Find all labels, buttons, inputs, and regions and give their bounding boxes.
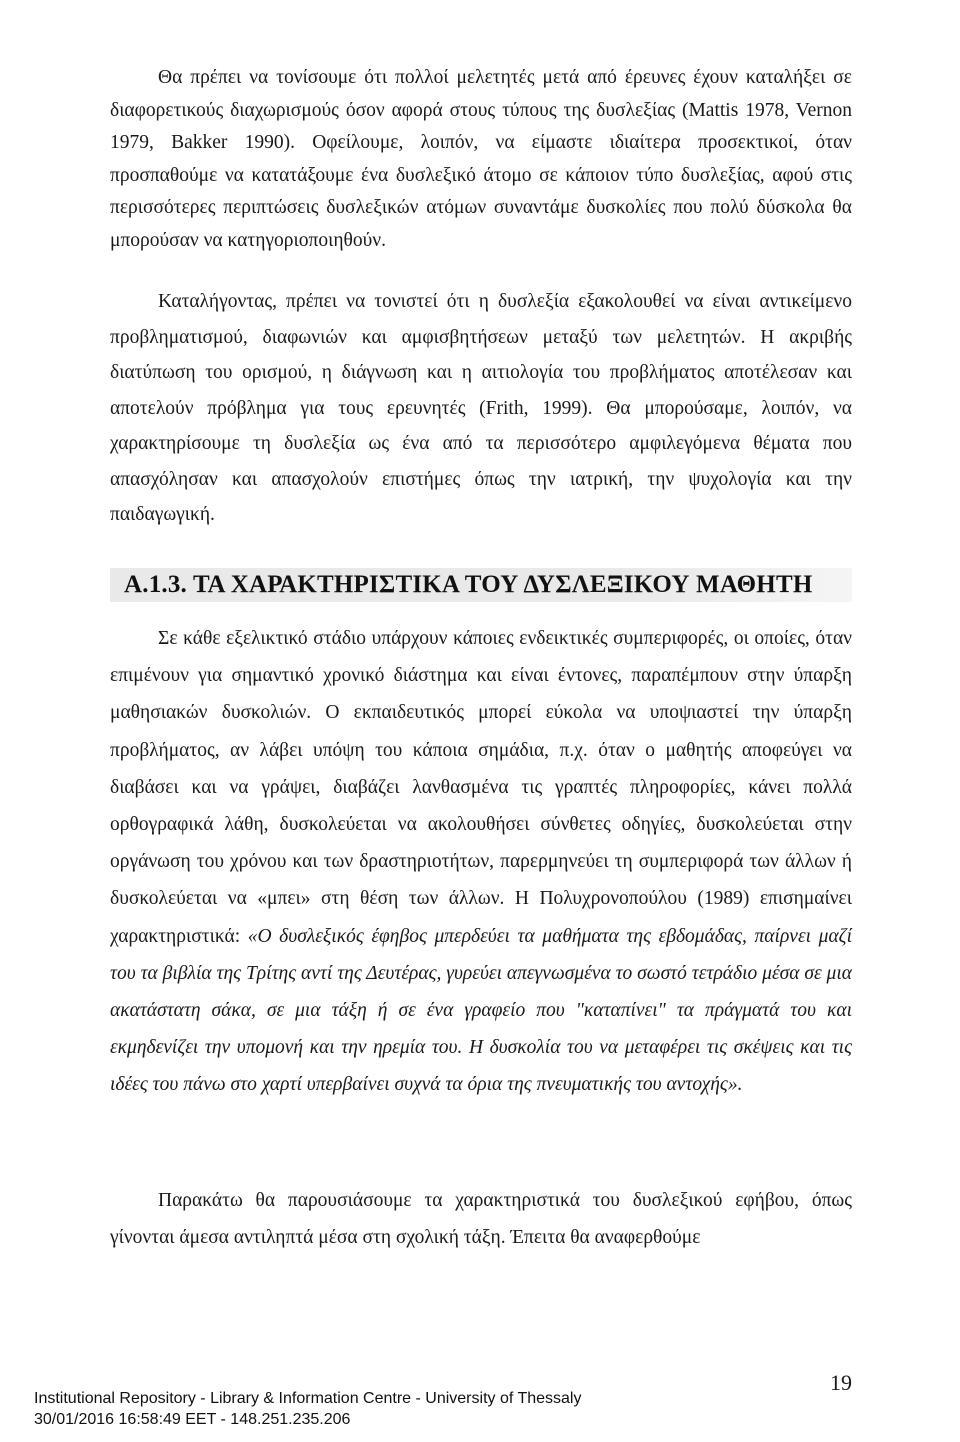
paragraph-dyslexia-types (110, 62, 852, 257)
section-heading: Α.1.3. ΤΑ ΧΑΡΑΚΤΗΡΙΣΤΙΚΑ ΤΟΥ ΔΥΣΛΕΞΙΚΟΥ ΜΑΘΗΤΗ (110, 568, 852, 602)
paragraph-text-normal: Σε κάθε εξελικτικό στάδιο υπάρχουν κάποιες ενδεικτικές συμπεριφορές, οι οποίες, όταν επιμένουν για σημαντικό χρονικό διάστημα και είναι έντονες, παραπέμπουν στην ύπαρξη μαθησιακών δυσκολιών. Ο εκπαιδευτικός μπορεί εύκολα να υποψιαστεί την ύπαρξη προβλήματος, αν λάβει υπόψη του κάποια σημάδια, π.χ. όταν ο μαθητής αποφεύγει να διαβάσει και να γράψει, διαβάζει λανθασμένα τις γραπτές πληροφορίες, κάνει πολλά ορθογραφικά λάθη, δυσκολεύεται να ακολουθήσει σύνθετες οδηγίες, δυσκολεύεται στην οργάνωση του χρόνου και των δραστηριοτήτων, παρερμηνεύει τη συμπεριφορά των άλλων ή δυσκολεύεται να «μπει» στη θέση των άλλων. Η Πολυχρονοπούλου (1989) επισημαίνει χαρακτηριστικά: (110, 628, 852, 947)
paragraph-text (110, 620, 852, 1104)
footer-repository-line: Institutional Repository - Library & Information Centre - University of Thessaly (34, 1390, 582, 1407)
paragraph-text: Καταλήγοντας, πρέπει να τονιστεί ότι η δυσλεξία εξακολουθεί να είναι αντικείμενο προβληματισμού, διαφωνιών και αμφισβητήσεων μεταξύ των μελετητών. Η ακριβής διατύπωση του ορισμού, η διάγνωση και η αιτιολογία του προβλήματος αποτέλεσαν και αποτελούν πρόβλημα για τους ερευνητές (Frith, 1999). Θα μπορούσαμε, λοιπόν, να χαρακτηρίσουμε τη δυσλεξία ως ένα από τα περισσότερο αμφιλεγόμενα θέματα που απασχόλησαν και απασχολούν επιστήμες όπως την ιατρική, την ψυχολογία και την παιδαγωγική. (110, 291, 852, 525)
paragraph-text: Παρακάτω θα παρουσιάσουμε τα χαρακτηριστικά του δυσλεξικού εφήβου, όπως γίνονται άμεσα αντιληπτά μέσα στη σχολική τάξη. Έπειτα θα αναφερθούμε (110, 1190, 852, 1248)
paragraph-conclusion (110, 284, 852, 533)
italic-quote: «Ο δυσλεξικός έφηβος μπερδεύει τα μαθήματα της εβδομάδας, παίρνει μαζί του τα βιβλία της Τρίτης αντί της Δευτέρας, γυρεύει απεγνωσμένα το σωστό τετράδιο μέσα σε μια ακατάστατη σάκα, σε μια τάξη ή σε ένα γραφείο που "καταπίνει" τα πράγματά του και εκμηδενίζει την υπομονή και την ηρεμία του. Η δυσκολία του να μεταφέρει τις σκέψεις και τις ιδέες του πάνω στο χαρτί υπερβαίνει συχνά τα όρια της πνευματικής του αντοχής». (110, 925, 852, 1096)
footer-timestamp-line: 30/01/2016 16:58:49 EET - 148.251.235.206 (34, 1411, 351, 1428)
repository-footer (34, 1388, 581, 1430)
paragraph-continuation (110, 1182, 852, 1256)
paragraph-text: Θα πρέπει να τονίσουμε ότι πολλοί μελετητές μετά από έρευνες έχουν καταλήξει σε διαφορετικούς διαχωρισμούς όσον αφορά στους τύπους της δυσλεξίας (Mattis 1978, Vernon 1979, Bakker 1990). Οφείλουμε, λοιπόν, να είμαστε ιδιαίτερα προσεκτικοί, όταν προσπαθούμε να κατατάξουμε ένα δυσλεξικό άτομο σε κάποιον τύπο δυσλεξίας, αφού στις περισσότερες περιπτώσεις δυσλεξικών ατόμων συναντάμε δυσκολίες που πολύ δύσκολα θα μπορούσαν να κατηγοριοποιηθούν. (110, 67, 852, 251)
paragraph-characteristics (110, 620, 852, 1104)
page-number: 19 (830, 1370, 852, 1395)
